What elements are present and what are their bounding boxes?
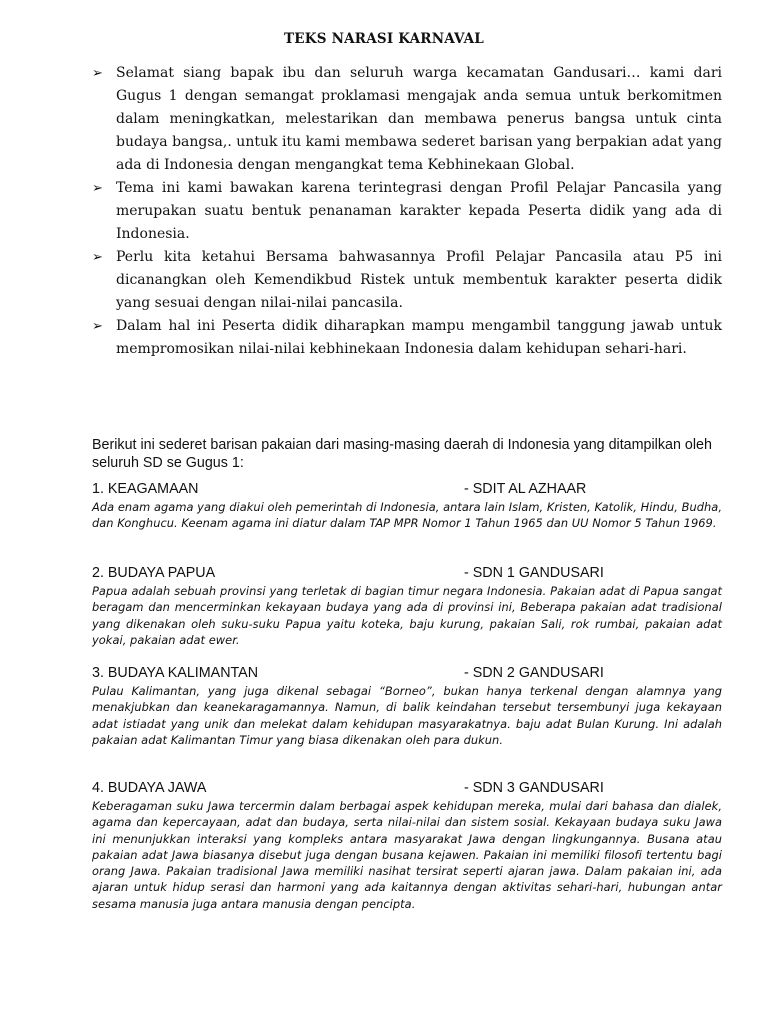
bullet-list [92, 62, 722, 361]
bullet-item [92, 315, 722, 361]
section-school: - SDN 2 GANDUSARI [464, 665, 604, 681]
bullet-item [92, 246, 722, 315]
section-body: Ada enam agama yang diakui oleh pemerintah di Indonesia, antara lain Islam, Kristen, Katolik, Hindu, Budha, dan Konghucu. Keenam agama ini diatur dalam TAP MPR Nomor 1 Tahun 1965 dan UU Nomor 5 Tahun 1969. [92, 500, 722, 531]
section-body: Pulau Kalimantan, yang juga dikenal sebagai “Borneo”, bukan hanya terkenal dengan alamnya yang menakjubkan dan keanekaragamannya. Namun, di balik keindahan tersebut tersembunyi juga kekayaan adat istiadat yang unik dan melekat dalam kehidupan masyarakatnya. baju adat Bulan Kurung. Ini adalah pakaian adat Kalimantan Timur yang biasa dikenakan oleh para dukun. [92, 684, 722, 747]
arrow-bullet-icon: ➢ [92, 181, 103, 196]
section-jawa [92, 779, 722, 912]
section-heading: 3. BUDAYA KALIMANTAN [92, 665, 259, 681]
section-keagamaan [92, 480, 722, 532]
bullet-text: Selamat siang bapak ibu dan seluruh warga kecamatan Gandusari… kami dari Gugus 1 dengan semangat proklamasi mengajak anda semua untuk berkomitmen dalam meningkatkan, melestarikan dan membawa penerus bangsa untuk cinta budaya bangsa,. untuk itu kami membawa sederet barisan yang berpakian adat yang ada di Indonesia dengan mengangkat tema Kebhinekaan Global. [116, 65, 722, 173]
bullet-text: Tema ini kami bawakan karena terintegrasi dengan Profil Pelajar Pancasila yang merupakan suatu bentuk penanaman karakter kepada Peserta didik yang ada di Indonesia. [116, 180, 722, 242]
section-kalimantan [92, 664, 722, 748]
section-heading-row [92, 664, 722, 683]
arrow-bullet-icon: ➢ [92, 250, 103, 265]
section-heading-row [92, 564, 722, 583]
section-heading: 1. KEAGAMAAN [92, 481, 199, 497]
section-heading-row [92, 480, 722, 499]
bullet-text: Perlu kita ketahui Bersama bahwasannya Profil Pelajar Pancasila atau P5 ini dicanangkan oleh Kemendikbud Ristek untuk membentuk karakter peserta didik yang sesuai dengan nilai-nilai pancasila. [116, 249, 722, 311]
section-papua [92, 564, 722, 648]
section-body: Papua adalah sebuah provinsi yang terletak di bagian timur negara Indonesia. Pakaian adat di Papua sangat beragam dan mencerminkan kekayaan budaya yang ada di provinsi ini, Beberapa pakaian adat tradisional yang dikenakan oleh suku-suku Papua yaitu koteka, baju kurung, pakaian Sali, rok rumbai, pakaian adat yokai, pakaian adat ewer. [92, 584, 722, 647]
bullet-item [92, 177, 722, 246]
section-heading: 2. BUDAYA PAPUA [92, 565, 216, 581]
page-title: TEKS NARASI KARNAVAL [284, 31, 484, 47]
section-heading-row [92, 779, 722, 798]
section-body: Keberagaman suku Jawa tercermin dalam berbagai aspek kehidupan mereka, mulai dari bahasa dan dialek, agama dan kepercayaan, adat dan budaya, serta nilai-nilai dan sistem sosial. Kekayaan budaya suku Jawa ini menunjukkan interaksi yang kompleks antara masyarakat Jawa dengan lingkungannya. Busana atau pakaian adat Jawa biasanya disebut juga dengan busana kejawen. Pakaian ini memiliki filosofi tertentu bagi orang Jawa. Pakaian tradisional Jawa memiliki nasihat tersirat seperti ajaran jawa. Dalam pakaian ini, ada ajaran untuk hidup serasi dan harmoni yang ada kaitannya dengan aktivitas sehari-hari, hubungan antar sesama manusia juga antara manusia dengan pencipta. [92, 799, 722, 911]
section-school: - SDN 3 GANDUSARI [464, 780, 604, 796]
bullet-text: Dalam hal ini Peserta didik diharapkan mampu mengambil tanggung jawab untuk mempromosikan nilai-nilai kebhinekaan Indonesia dalam kehidupan sehari-hari. [116, 318, 722, 357]
section-school: - SDN 1 GANDUSARI [464, 565, 604, 581]
section-school: - SDIT AL AZHAAR [464, 481, 587, 497]
arrow-bullet-icon: ➢ [92, 319, 103, 334]
bullet-item [92, 62, 722, 177]
arrow-bullet-icon: ➢ [92, 66, 103, 81]
section-heading: 4. BUDAYA JAWA [92, 780, 207, 796]
intro-paragraph: Berikut ini sederet barisan pakaian dari masing-masing daerah di Indonesia yang ditampilkan oleh seluruh SD se Gugus 1: [92, 437, 712, 471]
